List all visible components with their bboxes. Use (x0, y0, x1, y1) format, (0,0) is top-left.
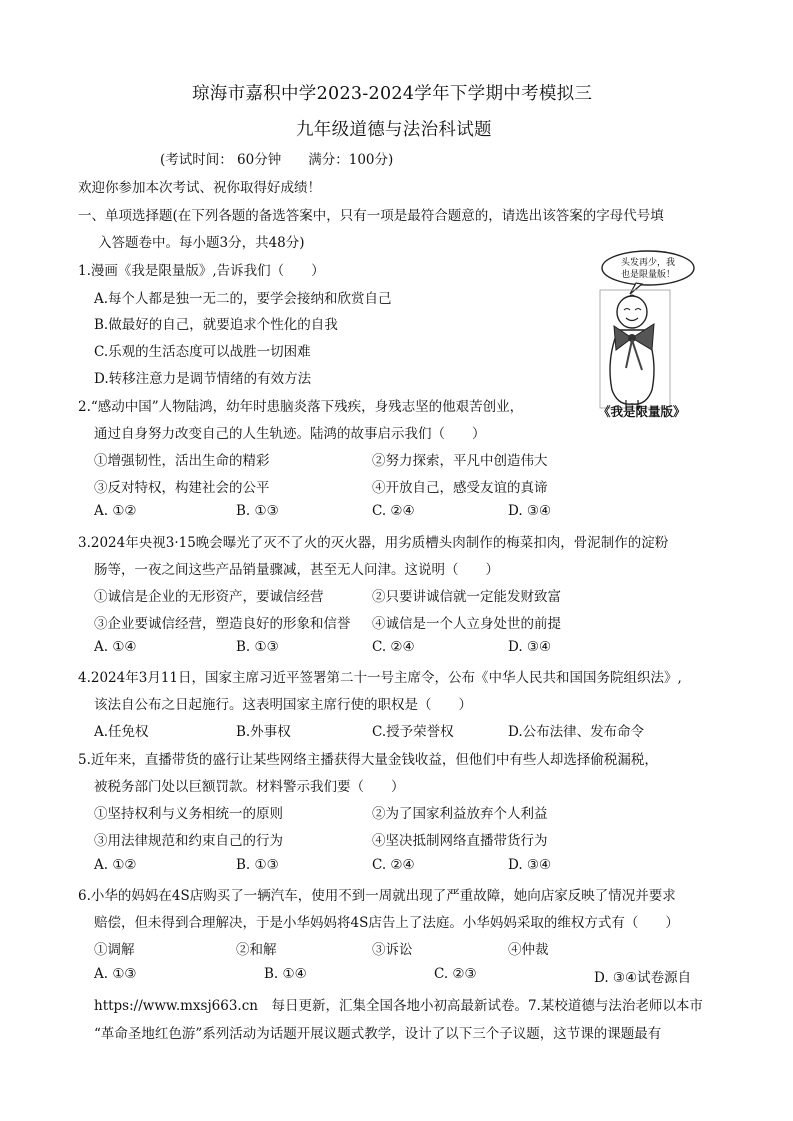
welcome-text: 欢迎你参加本次考试、祝你取得好成绩！ (78, 180, 321, 196)
question-1-option-a: A.每个人都是独一无二的，要学会接纳和欣赏自己 (94, 291, 392, 307)
question-5-choice-a: A. ①② (94, 857, 137, 873)
question-4-choice-d: D.公布法律、发布命令 (508, 724, 645, 740)
question-2-item-2: ②努力探索，平凡中创造伟大 (372, 453, 548, 469)
question-3-choice-b: B. ①③ (236, 639, 279, 655)
speech-line-2: 也是限量版！ (620, 270, 676, 280)
question-6-choice-c: C. ②③ (434, 966, 477, 982)
question-3-choice-c: C. ②④ (372, 639, 415, 655)
question-4-choice-b: B.外事权 (236, 724, 291, 740)
question-3-item-2: ②只要讲诚信就一定能发财致富 (372, 589, 561, 605)
speech-line-1: 头发再少，我 (620, 258, 676, 268)
question-1-option-c: C.乐观的生活态度可以战胜一切困难 (94, 344, 311, 360)
question-2-item-1: ①增强韧性，活出生命的精彩 (94, 453, 270, 469)
question-5-choice-c: C. ②④ (372, 857, 415, 873)
question-6-choice-a: A. ①③ (94, 966, 137, 982)
question-6-item-3: ③诉讼 (372, 942, 413, 958)
bald-man-bowtie-illustration (596, 250, 700, 420)
question-3-choice-d: D. ③④ (508, 639, 552, 655)
question-2-item-3: ③反对特权，构建社会的公平 (94, 480, 270, 496)
question-7-line-1: https://www.mxsj663.cn 每日更新，汇集全国各地小初高最新试卷。7.某校道德与法治老师以本市 (94, 998, 703, 1014)
question-1-option-b: B.做最好的自己，就要追求个性化的自我 (94, 317, 338, 333)
question-5-item-4: ④坚决抵制网络直播带货行为 (372, 833, 548, 849)
question-5-item-2: ②为了国家利益放弃个人利益 (372, 806, 548, 822)
question-6-item-1: ①调解 (94, 942, 135, 958)
page-title: 琼海市嘉积中学2023-2024学年下学期中考模拟三 (192, 84, 593, 104)
question-6-item-2: ②和解 (236, 942, 277, 958)
cartoon-caption: 《我是限量版》 (598, 404, 686, 419)
question-5-item-1: ①坚持权利与义务相统一的原则 (94, 806, 283, 822)
question-2-choice-d: D. ③④ (508, 503, 552, 519)
question-7-line-2: “革命圣地红色游”系列活动为话题开展议题式教学，设计了以下三个子议题，这节课的课题最有 (94, 1026, 662, 1042)
question-6-choice-b: B. ①④ (264, 966, 307, 982)
question-1-stem: 1.漫画《我是限量版》,告诉我们（ ） (78, 263, 325, 279)
question-6-stem-cont: 赔偿，但未得到合理解决，于是小华妈妈将4S店告上了法庭。小华妈妈采取的维权方式有（ ） (94, 915, 679, 931)
question-1-option-d: D.转移注意力是调节情绪的有效方法 (94, 371, 312, 387)
question-5-stem: 5.近年来，直播带货的盛行让某些网络主播获得大量金钱收益，但他们中有些人却选择偷税漏税， (78, 752, 658, 768)
section-heading-cont: 入答题卷中。每小题3分，共48分) (98, 235, 305, 251)
question-3-item-1: ①诚信是企业的无形资产，要诚信经营 (94, 589, 324, 605)
question-6-item-4: ④仲裁 (508, 942, 549, 958)
question-4-stem: 4.2024年3月11日，国家主席习近平签署第二十一号主席令，公布《中华人民共和国国务院组织法》, (78, 670, 682, 686)
question-5-choice-b: B. ①③ (236, 857, 279, 873)
question-6-stem: 6.小华的妈妈在4S店购买了一辆汽车，使用不到一周就出现了严重故障，她向店家反映了情况并要求 (78, 888, 676, 904)
question-5-choice-d: D. ③④ (508, 857, 552, 873)
question-3-stem-cont: 肠等，一夜之间这些产品销量骤减，甚至无人问津。这说明（ ） (94, 562, 499, 578)
exam-info: (考试时间： 60分钟 满分：100分) (160, 152, 394, 168)
question-2-choice-b: B. ①③ (236, 503, 279, 519)
question-4-choice-a: A.任免权 (94, 724, 149, 740)
question-3-item-3: ③企业要诚信经营，塑造良好的形象和信誉 (94, 616, 351, 632)
question-5-item-3: ③用法律规范和约束自己的行为 (94, 833, 283, 849)
question-5-stem-cont: 被税务部门处以巨额罚款。材料警示我们要（ ） (94, 779, 405, 795)
question-4-choice-c: C.授予荣誉权 (372, 724, 454, 740)
page-subtitle: 九年级道德与法治科试题 (296, 120, 492, 140)
cartoon-image (596, 250, 700, 420)
question-3-choice-a: A. ①④ (94, 639, 137, 655)
question-2-choice-c: C. ②④ (372, 503, 415, 519)
question-2-item-4: ④开放自己，感受友谊的真谛 (372, 480, 548, 496)
question-4-stem-cont: 该法自公布之日起施行。这表明国家主席行使的职权是（ ） (94, 697, 472, 713)
question-6-choice-d: D. ③④试卷源自 (594, 970, 692, 986)
question-2-stem: 2.“感动中国”人物陆鸿，幼年时患脑炎落下残疾，身残志坚的他艰苦创业， (78, 399, 524, 415)
section-heading: 一、单项选择题(在下列各题的备选答案中，只有一项是最符合题意的，请选出该答案的字母代号填 (78, 208, 664, 224)
question-3-stem: 3.2024年央视3·15晚会曝光了灭不了火的灭火器，用劣质槽头肉制作的梅菜扣肉，骨泥制作的淀粉 (78, 535, 669, 551)
question-3-item-4: ④诚信是一个人立身处世的前提 (372, 616, 561, 632)
question-2-stem-cont: 通过自身努力改变自己的人生轨迹。陆鸿的故事启示我们（ ） (94, 426, 486, 442)
question-2-choice-a: A. ①② (94, 503, 137, 519)
